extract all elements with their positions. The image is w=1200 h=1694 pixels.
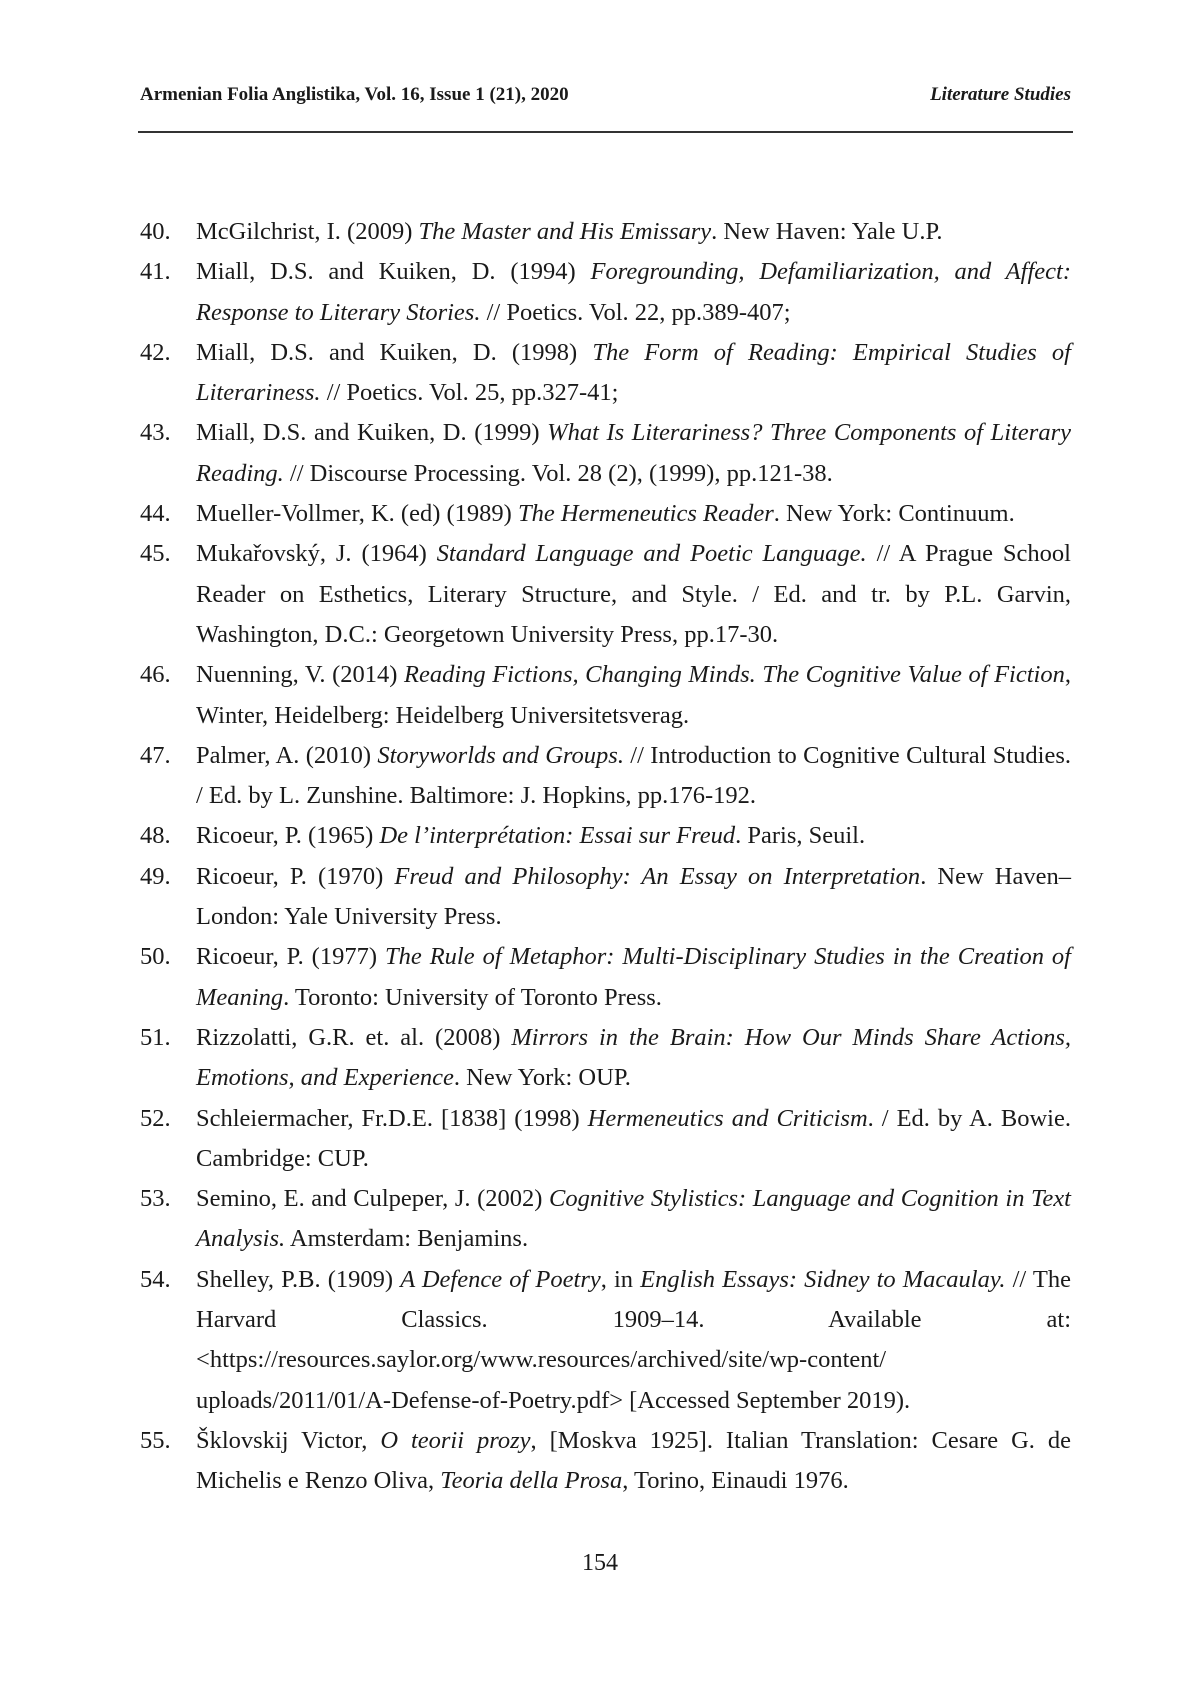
reference-number: 47. [140,736,196,817]
reference-segment: , [Moskva 1925]. Italian Translation: Cesare G. de Michelis e Renzo Oliva, [196,1427,1071,1494]
reference-text [196,1179,1071,1260]
reference-segment: Palmer, A. (2010) [196,742,377,769]
reference-segment: , in [601,1266,640,1293]
reference-title: Foregrounding, Defamiliarization, and Affect: Response to Literary Stories. [196,258,1071,325]
reference-title: English Essays: Sidney to Macaulay. [640,1266,1005,1293]
reference-segment: Semino, E. and Culpeper, J. (2002) [196,1185,549,1212]
reference-segment: Rizzolatti, G.R. et. al. (2008) [196,1024,511,1051]
reference-item [140,816,1071,856]
reference-segment: McGilchrist, I. (2009) [196,218,419,245]
reference-item [140,413,1071,494]
reference-segment: . New York: OUP. [454,1064,631,1091]
reference-segment: // The Harvard Classics. 1909–14. Available at: <https://resources.saylor.org/www.resources/archived/site/wp-content/ uploads/2011/01/A-Defense-of-Poetry.pdf> [Accessed September 2019). [196,1266,1071,1414]
reference-title: Freud and Philosophy: An Essay on Interpretation [394,863,920,890]
reference-text [196,1260,1071,1421]
reference-number: 41. [140,252,196,333]
reference-text [196,937,1071,1018]
reference-segment: . New Haven–London: Yale University Press. [196,863,1071,930]
reference-segment: Amsterdam: Benjamins. [285,1225,528,1252]
reference-title: Cognitive Stylistics: Language and Cognition in Text Analysis. [196,1185,1071,1252]
reference-item [140,212,1071,252]
reference-text [196,494,1071,534]
reference-segment: Mueller-Vollmer, K. (ed) (1989) [196,500,518,527]
reference-text [196,1421,1071,1502]
reference-segment: // A Prague School Reader on Esthetics, Literary Structure, and Style. / Ed. and tr. by P.L. Garvin, Washington, D.C.: Georgetown University Press, pp.17-30. [196,540,1071,648]
reference-segment: Nuenning, V. (2014) [196,661,404,688]
reference-title: The Form of Reading: Empirical Studies of Literariness. [196,339,1071,406]
reference-segment: . New Haven: Yale U.P. [711,218,942,245]
reference-segment: Miall, D.S. and Kuiken, D. (1998) [196,339,592,366]
reference-segment: . Toronto: University of Toronto Press. [283,984,662,1011]
reference-item [140,252,1071,333]
reference-number: 51. [140,1018,196,1099]
reference-number: 53. [140,1179,196,1260]
page-number: 154 [0,1550,1200,1577]
reference-text [196,655,1071,736]
reference-number: 49. [140,857,196,938]
reference-segment: Shelley, P.B. (1909) [196,1266,400,1293]
reference-text [196,816,1071,856]
reference-segment: , Winter, Heidelberg: Heidelberg Universitetsverag. [196,661,1071,728]
reference-number: 40. [140,212,196,252]
reference-item [140,655,1071,736]
reference-title: The Rule of Metaphor: Multi-Disciplinary Studies in the Creation of Meaning [196,943,1071,1010]
reference-segment: // Introduction to Cognitive Cultural Studies. / Ed. by L. Zunshine. Baltimore: J. Hopkins, pp.176-192. [196,742,1071,809]
reference-segment: , Torino, Einaudi 1976. [622,1467,848,1494]
reference-segment: Ricoeur, P. (1965) [196,822,379,849]
reference-title: The Hermeneutics Reader [518,500,774,527]
reference-number: 50. [140,937,196,1018]
reference-segment: // Discourse Processing. Vol. 28 (2), (1999), pp.121-38. [284,460,833,487]
reference-text [196,333,1071,414]
reference-item [140,1179,1071,1260]
reference-item [140,937,1071,1018]
reference-text [196,1018,1071,1099]
reference-segment: Šklovskij Victor, [196,1427,380,1454]
reference-number: 54. [140,1260,196,1421]
reference-item [140,494,1071,534]
reference-text [196,252,1071,333]
reference-title: Teoria della Prosa [440,1467,622,1494]
reference-title: Reading Fictions, Changing Minds. The Cognitive Value of Fiction [404,661,1065,688]
reference-number: 42. [140,333,196,414]
reference-segment: // Poetics. Vol. 22, pp.389-407; [480,299,790,326]
reference-number: 44. [140,494,196,534]
reference-list [140,212,1071,1502]
reference-item [140,534,1071,655]
reference-item [140,736,1071,817]
reference-segment: . New York: Continuum. [774,500,1015,527]
reference-title: De l’interprétation: Essai sur Freud [379,822,735,849]
reference-segment: Miall, D.S. and Kuiken, D. (1994) [196,258,591,285]
reference-title: Storyworlds and Groups. [377,742,624,769]
reference-segment: Schleiermacher, Fr.D.E. [1838] (1998) [196,1105,588,1132]
reference-title: Standard Language and Poetic Language. [437,540,867,567]
reference-number: 55. [140,1421,196,1502]
reference-segment: Ricoeur, P. (1977) [196,943,385,970]
reference-segment: // Poetics. Vol. 25, pp.327-41; [321,379,619,406]
reference-item [140,1099,1071,1180]
reference-number: 45. [140,534,196,655]
reference-title: Hermeneutics and Criticism [588,1105,868,1132]
section-title: Literature Studies [930,84,1071,106]
reference-text [196,413,1071,494]
reference-number: 43. [140,413,196,494]
reference-segment: . Paris, Seuil. [735,822,865,849]
reference-text [196,736,1071,817]
reference-number: 52. [140,1099,196,1180]
journal-title: Armenian Folia Anglistika, Vol. 16, Issue 1 (21), 2020 [140,84,569,106]
header-rule [138,131,1073,133]
reference-item [140,1018,1071,1099]
reference-item [140,857,1071,938]
reference-segment: Mukařovský, J. (1964) [196,540,437,567]
reference-item [140,333,1071,414]
running-header [140,84,1071,112]
reference-title: A Defence of Poetry [400,1266,601,1293]
reference-text [196,1099,1071,1180]
reference-title: The Master and His Emissary [419,218,712,245]
reference-title: Mirrors in the Brain: How Our Minds Share Actions, Emotions, and Experience [196,1024,1071,1091]
reference-number: 46. [140,655,196,736]
reference-segment: Miall, D.S. and Kuiken, D. (1999) [196,419,547,446]
reference-text [196,534,1071,655]
reference-title: What Is Literariness? Three Components of Literary Reading. [196,419,1071,486]
reference-title: O teorii prozy [380,1427,530,1454]
reference-number: 48. [140,816,196,856]
reference-text [196,857,1071,938]
reference-segment: Ricoeur, P. (1970) [196,863,394,890]
reference-item [140,1260,1071,1421]
reference-text [196,212,1071,252]
reference-segment: . / Ed. by A. Bowie. Cambridge: CUP. [196,1105,1071,1172]
reference-item [140,1421,1071,1502]
